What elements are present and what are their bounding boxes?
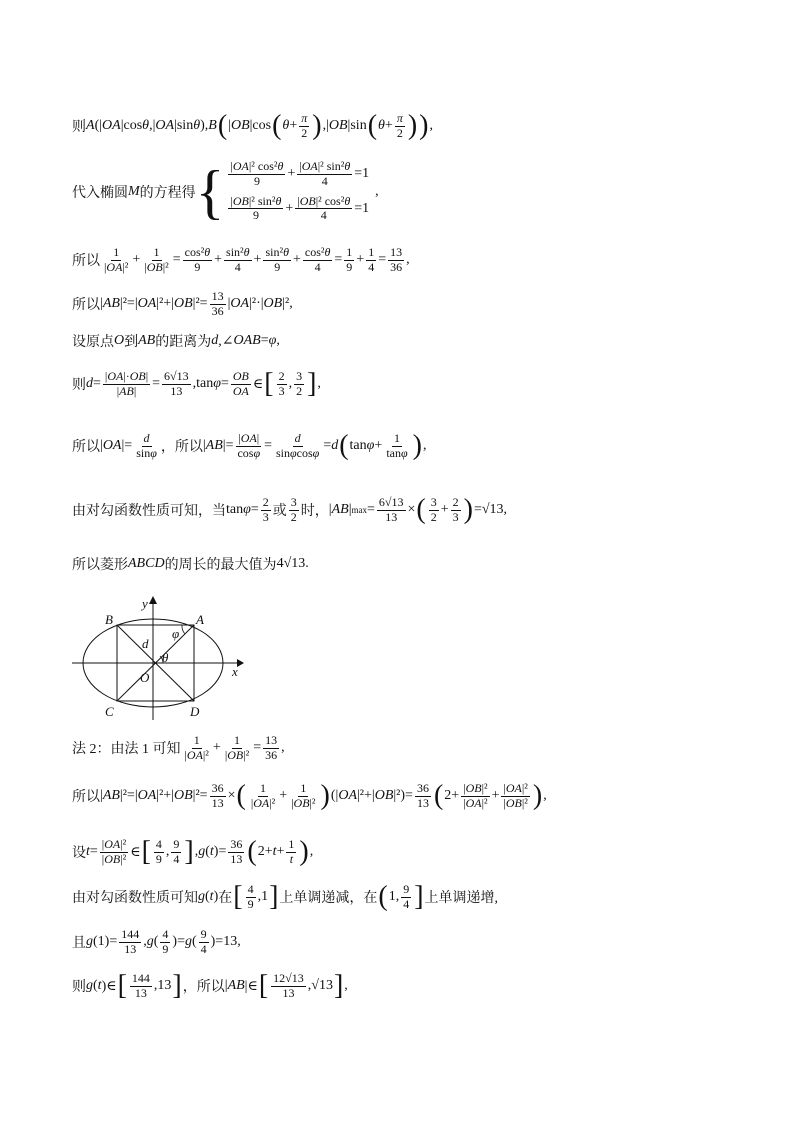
y-axis-arrow (149, 596, 157, 604)
line-2: 代入椭圆 M 的方程得 { $\frac{\text{|OA|² cos²θ}}{9}$ + $\frac{\text{|OA|² sin²θ}}{4}$ =1 $\frac{\text{|OB|² sin²θ}}{9}$ + $\frac{\text{|OB|² cos²θ}}{4}$ =1 , (72, 158, 379, 225)
line-13: 由对勾函数性质可知 g ( t ) 在 [ $\frac{4}{9}$ ,1 ] 上单调递减，在 ( 1, $\frac{9}{4}$ ] 上单调递增, (72, 881, 499, 913)
ellipse-figure (72, 592, 252, 722)
phi-arc (182, 625, 185, 634)
line-4: 所以 | AB |²=| OA |²+| OB |²= $\frac{13}{36}$ | OA |²·| OB |², (72, 289, 293, 318)
x-axis-arrow (237, 659, 244, 667)
line-1: 则 A (| OA |cos θ ,| OA |sin θ ), B ( | OB |cos ( θ + $\frac{\pi}{2}$ ) ,| OB |sin ( θ + $\frac{\pi}{2}$ ) ) , (72, 110, 433, 142)
line-14: 且 g (1)= $\frac{144}{13}$ , g ( $\frac{4}{9}$ )= g ( $\frac{9}{4}$ )=13, (72, 927, 241, 956)
label-a: A (196, 612, 204, 627)
line-11: 所以 | AB |²=| OA |²+| OB |²= $\frac{36}{13}$ × ( $\frac{1}{\text{|OA|²}}$ + $\frac{1}{\text{|OB|²}}$ ) (| OA |²+| OB |²)= $\frac{36}{13}$ ( 2+ $\frac{\text{|OB|²}}{\text{|OA|²}}$ + $\frac{\text{|OA|²}}{\text{|OB|²}}$ ) , (72, 780, 547, 812)
label-d: d (142, 636, 149, 651)
label-x: x (232, 664, 238, 679)
label-o: O (140, 670, 150, 685)
line-12: 设 t = $\frac{\text{|OA|²}}{\text{|OB|²}}$ ∈ [ $\frac{4}{9}$ , $\frac{9}{4}$ ] , g ( t )= $\frac{36}{13}$ ( 2+ t + $\frac{1}{t}$ ) , (72, 836, 314, 868)
label-c: C (105, 704, 114, 719)
line-8: 由对勾函数性质可知，当 tan φ = $\frac{2}{3}$ 或 $\frac{3}{2}$ 时， | AB | max = $\frac{6√13}{13}$ × ( $\frac{3}{2}$ + $\frac{2}{3}$ ) =√13, (72, 494, 508, 526)
label-theta: θ (162, 650, 169, 665)
line-3: 所以 $\frac{1}{\text{|OA|²}}$ + $\frac{1}{\text{|OB|²}}$ = $\frac{\text{cos²θ}}{9}$ + $\frac{\text{sin²θ}}{4}$ + $\frac{\text{sin²θ}}{9}$ + $\frac{\text{cos²θ}}{4}$ = $\frac{1}{9}$ + $\frac{1}{4}$ = $\frac{13}{36}$ , (72, 245, 410, 274)
label-b: B (105, 612, 113, 627)
line-15: 则 g ( t )∈ [ $\frac{144}{13}$ ,13 ] ， 所以 | AB |∈ [ $\frac{12√13}{13}$ ,√13 ] , (72, 970, 348, 1002)
line-6: 则 d = $\frac{|OA|\cdot OB|}{|AB|}$ = $\frac{6√13}{13}$ ,tan φ = $\frac{OB}{OA}$ ∈ [ $\frac{2}{3}$ , $\frac{3}{2}$ ] , (72, 368, 321, 400)
label-d-vertex: D (190, 704, 200, 719)
line-7: 所以 | OA |= $\frac{d}{\sin\varphi}$ ， 所以 | AB |= $\frac{|OA|}{\cos\varphi}$ = $\frac{d}{\sin\varphi\cos\varphi}$ = d ( tan φ + $\frac{1}{\tan\varphi}$ ) , (72, 430, 427, 462)
label-y: y (142, 596, 148, 611)
line-9: 所以菱形 ABCD 的周长的最大值为 4√13. (72, 556, 309, 573)
line-10: 法 2：由法 1 可知 $\frac{1}{\text{|OA|²}}$ + $\frac{1}{\text{|OB|²}}$ = $\frac{13}{36}$ , (72, 733, 285, 762)
label-phi: φ (172, 626, 180, 641)
line-5: 设原点 O 到 AB 的距离为 d ,∠ OAB = φ , (72, 333, 280, 350)
